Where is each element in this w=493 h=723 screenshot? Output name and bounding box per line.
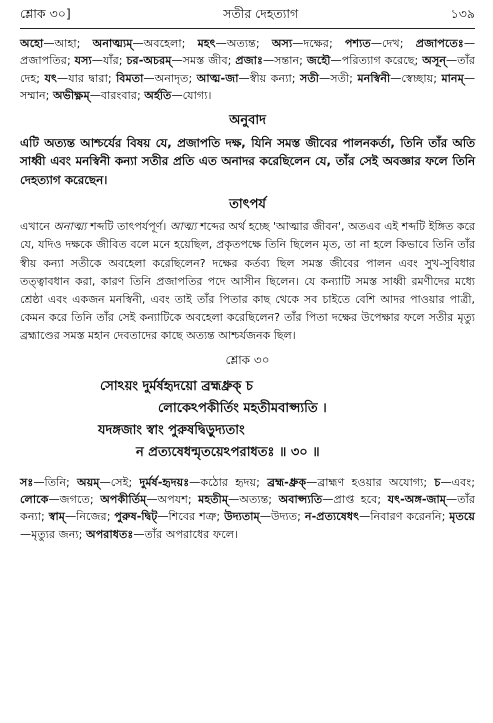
verse-line-3: যদঙ্গজাং স্বাং পুরুষদ্বিড়ুদ্যতাং bbox=[98, 422, 245, 438]
translation-title: অনুবাদ bbox=[229, 112, 266, 128]
verse-label: শ্লোক ৩০ bbox=[225, 352, 270, 367]
term: আত্ম-জা bbox=[196, 71, 239, 85]
text-run: —তিনি; bbox=[33, 475, 78, 489]
text-run: —শিবের শত্রু; bbox=[157, 510, 225, 524]
term: লোকে bbox=[20, 492, 49, 506]
text-run: —সম্মান; bbox=[20, 71, 476, 103]
term: অস্য bbox=[271, 37, 293, 50]
term: জহৌ bbox=[306, 54, 331, 68]
synonyms-bottom bbox=[20, 474, 475, 544]
term: মহতীম্ bbox=[198, 492, 229, 506]
text-run: এখানে bbox=[20, 220, 54, 234]
term: ন-প্রত্যষেধৎ bbox=[304, 510, 360, 524]
term: সতী bbox=[300, 71, 319, 85]
term: ব্রহ্ম-ধ্রুক্ bbox=[267, 475, 307, 489]
text-run: —বারংবার; bbox=[89, 89, 145, 103]
term: যৎ-অঙ্গ-জাম্ bbox=[387, 492, 447, 506]
term: প্রজাঃ bbox=[235, 54, 263, 68]
page-header bbox=[20, 6, 475, 26]
term: প্রজাপতেঃ bbox=[415, 37, 464, 50]
verse-ref: শ্লোক ৩০] bbox=[20, 6, 71, 21]
term: যৎ bbox=[44, 71, 57, 85]
term: অপকীর্তিম্ bbox=[100, 492, 147, 506]
term: চ bbox=[434, 475, 441, 489]
text-run: —স্বীয় কন্যা; bbox=[238, 71, 300, 85]
text-run: —আহা; bbox=[43, 37, 93, 50]
term: মহৎ bbox=[197, 37, 216, 50]
header-rule bbox=[20, 28, 475, 29]
text-run: শব্দটি তাৎপর্যপূর্ণ। bbox=[86, 220, 170, 234]
term: মানম্ bbox=[441, 71, 464, 85]
term: অভীক্ষ্ণম্ bbox=[52, 89, 90, 103]
term: চর-অচরম্ bbox=[126, 54, 172, 68]
text-run: —যার দ্বারা; bbox=[57, 71, 117, 85]
term: পশ্যত bbox=[344, 37, 371, 50]
text-run: —সতী; bbox=[319, 71, 358, 85]
chapter-title: সতীর দেহত্যাগ bbox=[223, 6, 299, 21]
text-run: —যাঁর; bbox=[91, 54, 127, 68]
text-run: —ব্রাহ্মণ হওয়ার অযোগ্য; bbox=[306, 475, 435, 489]
text-run: —উদ্যত; bbox=[259, 510, 305, 524]
text-run: —সেই; bbox=[99, 475, 140, 489]
verse-text bbox=[20, 376, 475, 464]
text-run: —স্বেচ্ছায়; bbox=[390, 71, 442, 85]
verse-line-4: ন প্রত্যষেধন্মৃতয়েঽপরাধতঃ ॥ ৩০ ॥ bbox=[136, 444, 320, 460]
verse-line-2: লোকেঽপকীর্তিং মহতীমবাপ্স্যতি । bbox=[158, 400, 327, 416]
text-run: —জগতে; bbox=[48, 492, 101, 506]
text-run: —দেখ; bbox=[370, 37, 416, 50]
term: সঃ bbox=[20, 475, 34, 489]
text-run: শব্দের অর্থ হচ্ছে 'আত্মার জীবন', অতএব এই শব্দটি ইঙ্গিত করে যে, যদিও দক্ষকে জীবিত বলে মনে হয়েছিল, প্রকৃতপক্ষে তিনি ছিলেন মৃত, তা না হলে কিভাবে তিনি তাঁর স্বীয় কন্যা সতীকে অবহেলা করেছিলেন? দক্ষের কর্তব্য ছিল সমস্ত জীবের পালন এবং সুখ-সুবিধার তত্ত্বাবধান করা, কারণ তিনি প্রজাপতির পদে আসীন ছিলেন। যে কন্যাটি সমস্ত সাধ্বী রমণীদের মধ্যে শ্রেষ্ঠা এবং একজন মনস্বিনী, এবং তাই তাঁর পিতার কাছ থেকে সব চাইতে বেশি আদর পাওয়ার পাত্রী, কেমন করে তিনি তাঁর সেই কন্যাটিকে অবহেলা করেছিলেন? তাঁর পিতা দক্ষের উপেক্ষার ফলে সতীর মৃত্যু ব্রহ্মাণ্ডের সমস্ত মহান দেবতাদের কাছে অত্যন্ত আশ্চর্যজনক ছিল। bbox=[20, 220, 475, 343]
term: অসূন্ bbox=[422, 54, 447, 68]
term: মনস্বিনী bbox=[357, 71, 391, 85]
text-run: —যোগ্য। bbox=[171, 89, 212, 103]
term: স্বাম্ bbox=[48, 510, 65, 524]
page-number: ১৩৯ bbox=[450, 6, 475, 21]
term: উদ্যতাম্ bbox=[224, 510, 260, 524]
text-run: —নিবারণ করেননি; bbox=[359, 510, 450, 524]
term: অনাত্ম্যম্ bbox=[92, 37, 133, 50]
text-run: —তাঁর অপরাধের ফলে। bbox=[133, 527, 239, 541]
text-run: —নিজের; bbox=[64, 510, 115, 524]
synonyms-top bbox=[20, 35, 475, 105]
purport-title: তাৎপর্য bbox=[229, 197, 266, 213]
verse-block bbox=[20, 352, 475, 464]
term: বিমতা bbox=[116, 71, 144, 85]
emphasis: আত্ম্য bbox=[169, 220, 197, 234]
text-run: —অপযশ; bbox=[146, 492, 199, 506]
text-run: —অনাদৃত; bbox=[143, 71, 197, 85]
term: মৃতয়ে bbox=[449, 510, 475, 524]
term: অপরাধতঃ bbox=[86, 527, 134, 541]
text-run: —এবং; bbox=[440, 475, 475, 489]
text-run: —প্রাপ্ত হবে; bbox=[322, 492, 388, 506]
term: অর্হতি bbox=[144, 89, 172, 103]
text-run: —পরিত্যাগ করেছে; bbox=[330, 54, 423, 68]
term: অহো bbox=[20, 37, 44, 50]
text-run: —তাঁর দেহ; bbox=[20, 54, 476, 85]
term: যস্য bbox=[74, 54, 92, 68]
text-run: —সমস্ত জীব; bbox=[171, 54, 236, 68]
text-run: —অত্যন্ত; bbox=[228, 492, 279, 506]
text-run: —অত্যন্ত; bbox=[215, 37, 272, 50]
translation-text: এটি অত্যন্ত আশ্চর্যের বিষয় যে, প্রজাপতি দক্ষ, যিনি সমস্ত জীবের পালনকর্তা, তিনি তাঁর অতি সাধ্বী এবং মনস্বিনী কন্যা সতীর প্রতি এত অনাদর করেছিলেন যে, তাঁর সেই অবজ্ঞার ফলে তিনি দেহত্যাগ করেছেন। bbox=[20, 135, 475, 187]
text-run: —সন্তান; bbox=[262, 54, 307, 68]
emphasis: অনাত্ম্য bbox=[53, 220, 87, 234]
text-run: —তাঁর কন্যা; bbox=[20, 492, 475, 524]
text-run: —কঠোর হৃদয়; bbox=[189, 475, 268, 489]
term: অবাপ্স্যতি bbox=[278, 492, 323, 506]
term: পুরুষ-দ্বিট্ bbox=[114, 510, 158, 524]
text-run: —অবহেলা; bbox=[132, 37, 198, 50]
text-run: —মৃত্যুর জন্য; bbox=[20, 527, 87, 541]
term: দুর্মর্ষ-হৃদয়ঃ bbox=[139, 475, 190, 489]
purport-text bbox=[20, 218, 475, 345]
verse-line-1: সোঽয়ং দুর্মর্ষহৃদয়ো ব্রহ্মধ্রুক্ চ bbox=[100, 378, 253, 394]
text-run: —দক্ষের; bbox=[292, 37, 345, 50]
text-run: —প্রজাপতির; bbox=[20, 37, 475, 68]
term: অয়ম্ bbox=[77, 475, 100, 489]
